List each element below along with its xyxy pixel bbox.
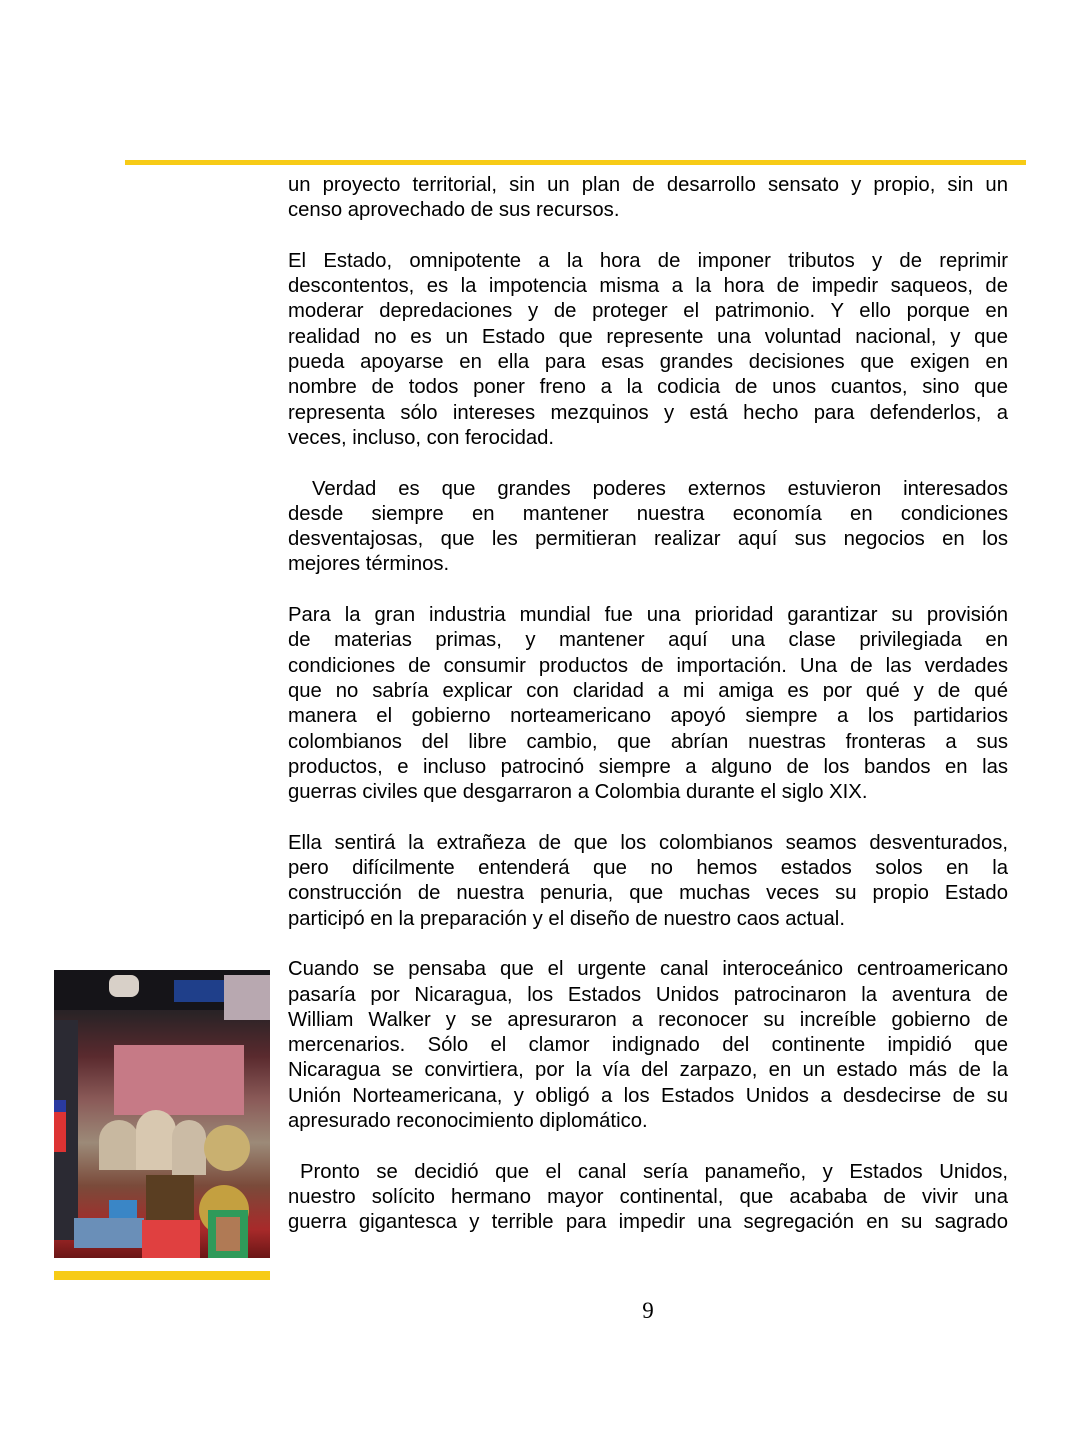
text-line: construcción de nuestra penuria, que muchas veces su propio Estado bbox=[288, 882, 1008, 905]
market-stall-photo bbox=[54, 970, 270, 1258]
text-line: condiciones de consumir productos de importación. Una de las verdades bbox=[288, 654, 1008, 677]
text-line: Ella sentirá la extrañeza de que los colombianos seamos desventurados, bbox=[288, 831, 1008, 854]
text-line: participó en la preparación y el diseño de nuestro caos actual. bbox=[288, 907, 845, 930]
text-line: nuestro solícito hermano mayor continental, que acababa de vivir una bbox=[288, 1185, 1008, 1208]
text-line: Pronto se decidió que el canal sería panameño, y Estados Unidos, bbox=[300, 1160, 1008, 1183]
paragraph bbox=[288, 477, 1008, 578]
body-text bbox=[288, 173, 1008, 1261]
text-line: veces, incluso, con ferocidad. bbox=[288, 426, 555, 449]
text-line: Cuando se pensaba que el urgente canal interoceánico centroamericano bbox=[288, 958, 1008, 981]
text-line: censo aprovechado de sus recursos. bbox=[288, 199, 620, 222]
paragraph bbox=[288, 173, 1008, 224]
text-line: un proyecto territorial, sin un plan de desarrollo sensato y propio, sin un bbox=[288, 174, 1008, 196]
text-line: productos, e incluso patrocinó siempre a alguno de los bandos en las bbox=[288, 755, 1008, 778]
text-line: apresurado reconocimiento diplomático. bbox=[288, 1109, 648, 1132]
paragraph bbox=[288, 1160, 1008, 1236]
paragraph bbox=[288, 957, 1008, 1134]
text-line: mercenarios. Sólo el clamor indignado del continente impidió que bbox=[288, 1034, 1008, 1057]
paragraph bbox=[288, 249, 1008, 451]
text-line: desde siempre en mantener nuestra economía en condiciones bbox=[288, 502, 1008, 525]
photo-underline bbox=[54, 1271, 270, 1280]
paragraph bbox=[288, 603, 1008, 805]
text-line: nombre de todos poner freno a la codicia de unos cuantos, sino que bbox=[288, 376, 1008, 399]
paragraph bbox=[288, 831, 1008, 932]
text-line: descontentos, es la impotencia misma a la hora de impedir saqueos, de bbox=[288, 275, 1008, 298]
text-line: colombianos del libre cambio, que abrían nuestras fronteras a sus bbox=[288, 730, 1008, 753]
text-line: Para la gran industria mundial fue una prioridad garantizar su provisión bbox=[288, 604, 1008, 627]
text-line: William Walker y se apresuraron a reconocer su increíble gobierno de bbox=[288, 1008, 1008, 1031]
text-line: El Estado, omnipotente a la hora de imponer tributos y de reprimir bbox=[288, 249, 1008, 272]
page-number: 9 bbox=[642, 1298, 654, 1323]
text-line: de materias primas, y mantener aquí una clase privilegiada en bbox=[288, 629, 1008, 652]
text-line: guerras civiles que desgarraron a Colombia durante el siglo XIX. bbox=[288, 781, 868, 804]
text-line: pero difícilmente entenderá que no hemos estados solos en la bbox=[288, 857, 1008, 880]
text-line: realidad no es un Estado que represente una voluntad nacional, y que bbox=[288, 325, 1008, 348]
text-line: Verdad es que grandes poderes externos estuvieron interesados bbox=[312, 477, 1008, 500]
text-line: representa sólo intereses mezquinos y está hecho para defenderlos, a bbox=[288, 401, 1008, 424]
text-line: manera el gobierno norteamericano apoyó siempre a los partidarios bbox=[288, 705, 1008, 728]
text-line: guerra gigantesca y terrible para impedir una segregación en su sagrado bbox=[288, 1211, 1008, 1234]
header-rule bbox=[125, 160, 1026, 165]
text-line: mejores términos. bbox=[288, 553, 450, 576]
text-line: desventajosas, que les permitieran realizar aquí sus negocios en los bbox=[288, 528, 1008, 551]
text-line: moderar depredaciones y de proteger el patrimonio. Y ello porque en bbox=[288, 300, 1008, 323]
text-line: pasaría por Nicaragua, los Estados Unidos patrocinaron la aventura de bbox=[288, 983, 1008, 1006]
text-line: pueda apoyarse en ella para esas grandes decisiones que exigen en bbox=[288, 351, 1008, 374]
text-line: que no sabría explicar con claridad a mi amiga es por qué y de qué bbox=[288, 679, 1008, 702]
text-line: Nicaragua se convirtiera, por la vía del zarpazo, en un estado más de la bbox=[288, 1059, 1008, 1082]
text-line: Unión Norteamericana, y obligó a los Estados Unidos a desdecirse de su bbox=[288, 1084, 1008, 1107]
